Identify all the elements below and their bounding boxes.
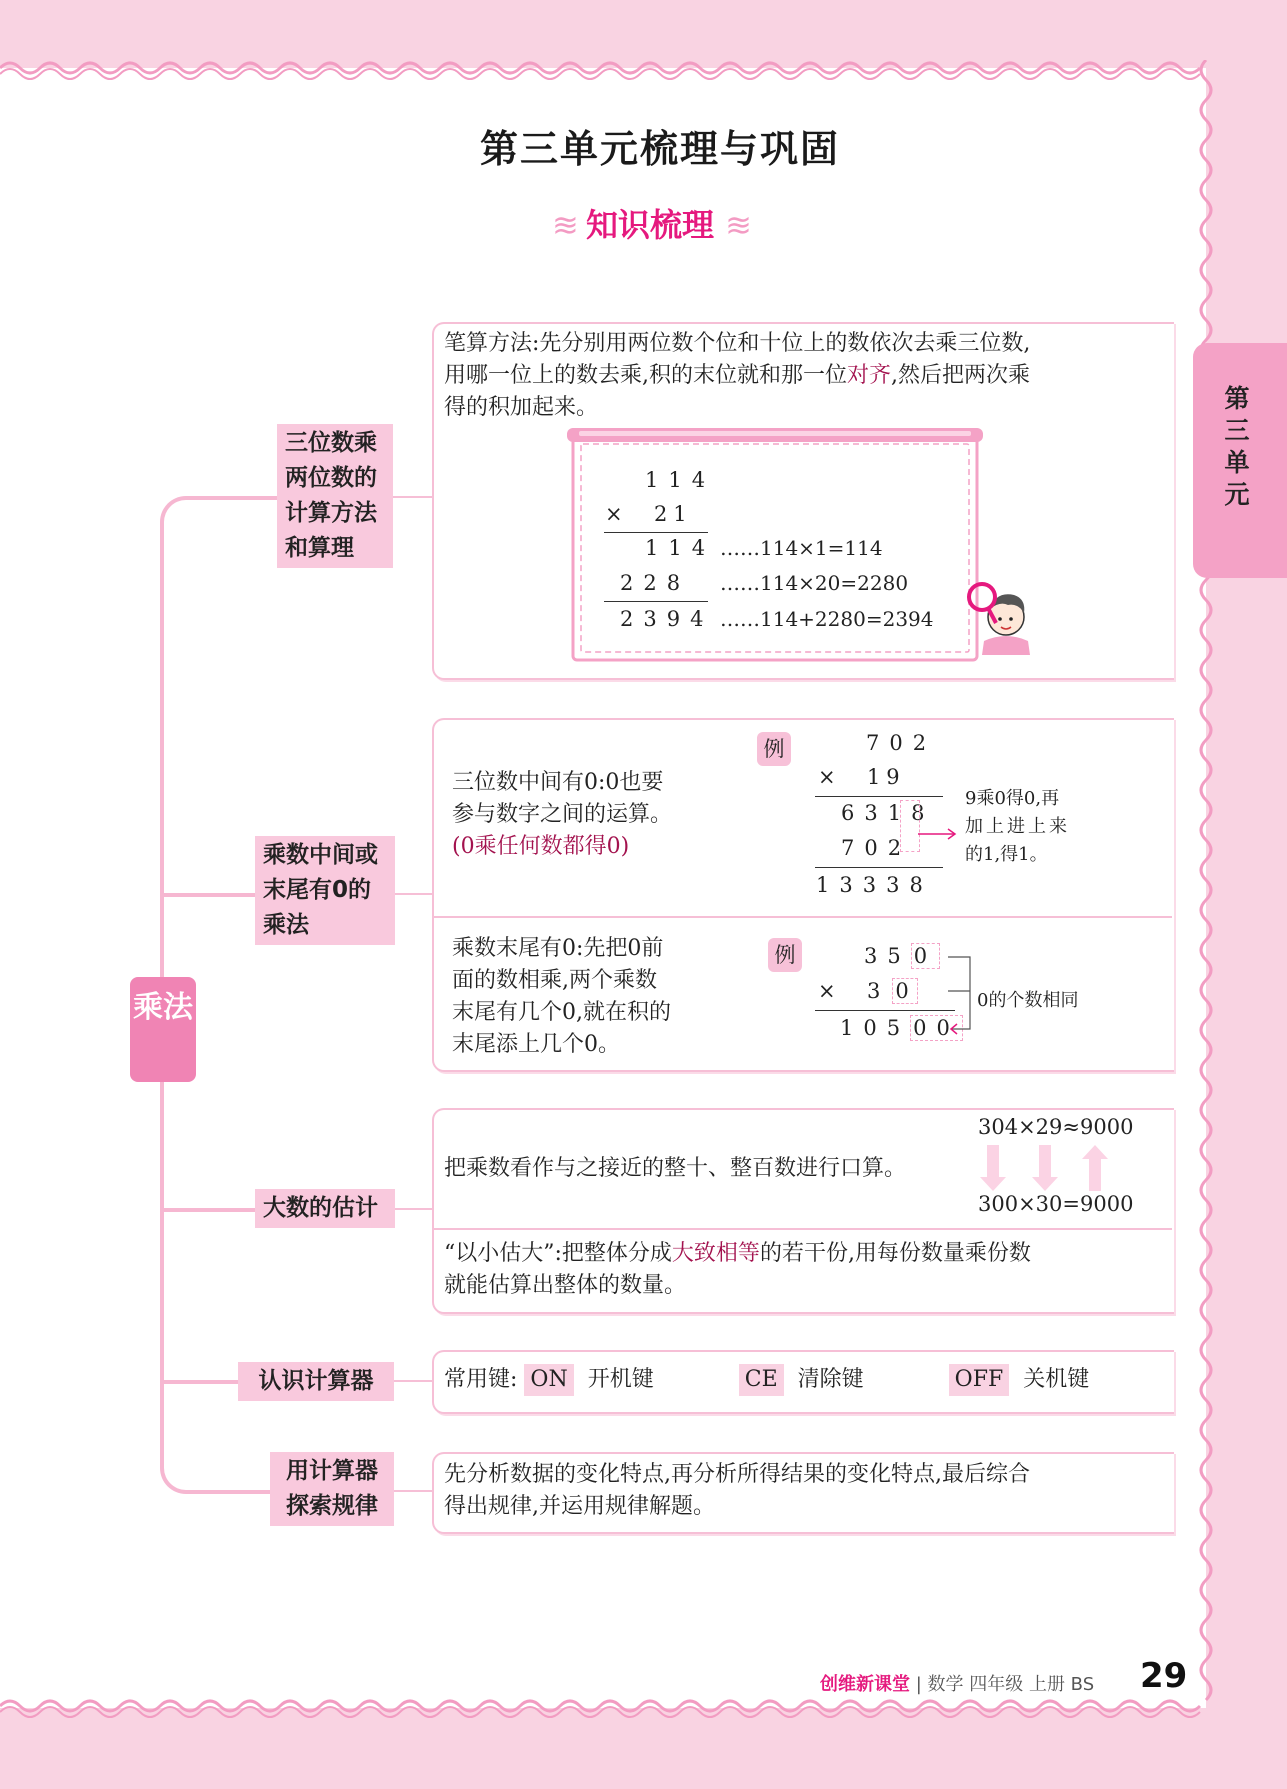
unit-side-tab	[1193, 343, 1287, 578]
mindmap-trunk-lower	[160, 1080, 284, 1494]
s3-estimate-bottom: 300×30=9000	[978, 1192, 1134, 1216]
s3-text-2	[444, 1238, 1031, 1270]
wavy-top-border	[0, 44, 1287, 84]
subtitle-wave-right: ≋	[725, 206, 748, 244]
s2-part2-line-3: 末尾有几个0,就在积的	[452, 1000, 671, 1025]
s2-part1-arrow	[918, 828, 958, 848]
subtitle-wave-left: ≋	[552, 206, 575, 244]
s5-text-1: 先分析数据的变化特点,再分析所得结果的变化特点,最后综合	[444, 1462, 1030, 1487]
s1-calc-rule-2	[604, 601, 708, 602]
s2-part2-row-1	[864, 944, 940, 968]
s3-text-2-highlight: 大致相等	[671, 1241, 760, 1266]
subtitle-text: 知识梳理	[585, 206, 714, 244]
s2-part1-example-tag: 例	[757, 732, 791, 766]
mindmap-branch-s3	[160, 1208, 260, 1212]
s2-part1-row-5: 13338	[816, 873, 933, 897]
mindmap-connector-s3	[392, 1208, 432, 1210]
key-on: ON	[524, 1364, 573, 1396]
footer-course: | 数学 四年级 上册 BS	[915, 1674, 1095, 1695]
s1-calc-row-2: × 21	[605, 502, 693, 526]
s2-part2-row-2	[818, 979, 918, 1003]
key-ce-desc: 清除键	[797, 1367, 864, 1392]
s2-part1-rule-2	[815, 867, 943, 868]
mindmap-connector-s2	[392, 893, 432, 895]
s1-note-3: ……114+2280=2394	[720, 607, 934, 631]
s2-part2-row-3-digits: 105	[840, 1016, 911, 1040]
mindmap-connector-s4	[392, 1380, 432, 1382]
cartoon-child-with-magnifier-icon	[960, 575, 1040, 655]
footer-info	[820, 1670, 1094, 1696]
page-number: 29	[1140, 1656, 1188, 1696]
s1-calc-row-4: 228	[620, 571, 691, 595]
label-know-calculator: 认识计算器	[238, 1362, 394, 1401]
s1-note-1: ……114×1=114	[720, 536, 883, 560]
s2-part1-row-4: 702	[841, 836, 912, 860]
s2-part1-row-3: 6318	[841, 801, 935, 825]
label-calculator-patterns: 用计算器探索规律	[270, 1452, 394, 1526]
s3-estimate-top: 304×29≈9000	[978, 1115, 1134, 1139]
s2-part2-bracket	[948, 955, 978, 1035]
s2-part2-note: 0的个数相同	[977, 990, 1079, 1011]
s1-text-line-1: 笔算方法:先分别用两位数个位和十位上的数依次去乘三位数,	[444, 331, 1031, 356]
s4-keys-line	[444, 1364, 1089, 1396]
s1-note-2: ……114×20=2280	[720, 571, 909, 595]
label-large-number-estimation: 大数的估计	[255, 1189, 395, 1228]
s3-text-2-post: 的若干份,用每份数量乘份数	[759, 1241, 1031, 1266]
s3-divider	[434, 1228, 1172, 1230]
label-three-digit-by-two-digit: 三位数乘两位数的计算方法和算理	[277, 424, 393, 568]
label-zero-in-multiplier: 乘数中间或末尾有0的乘法	[255, 836, 395, 945]
s1-calc-rule-1	[604, 532, 708, 533]
s2-part2-row-3	[840, 1016, 963, 1040]
s2-part1-line-3: (0乘任何数都得0)	[452, 834, 630, 859]
s2-part1-rule-1	[815, 796, 943, 797]
s1-calc-row-3: 114	[645, 536, 716, 560]
s2-part2-line-1: 乘数末尾有0:先把0前	[452, 936, 664, 961]
s2-part1-row-1: 702	[866, 731, 937, 755]
s2-part1-note-2: 加上进上来	[965, 816, 1070, 837]
s2-part2-row-2-zero: 0	[892, 978, 917, 1004]
key-off: OFF	[949, 1364, 1010, 1396]
footer-brand: 创维新课堂	[820, 1674, 910, 1695]
s2-part2-row-3-zeros: 00	[910, 1015, 963, 1041]
mindmap-connector-s1	[390, 496, 432, 498]
section-subtitle	[0, 200, 1287, 246]
s5-text-2: 得出规律,并运用规律解题。	[444, 1494, 715, 1519]
s1-calc-row-5: 2394	[620, 607, 714, 631]
s3-text-1: 把乘数看作与之接近的整十、整百数进行口算。	[444, 1156, 907, 1181]
s1-text-line-2-post: ,然后把两次乘	[891, 363, 1031, 388]
s1-text-line-2-highlight: 对齐	[847, 363, 892, 388]
s1-text-line-3: 得的积加起来。	[444, 395, 599, 420]
s2-part2-example-tag: 例	[768, 938, 802, 972]
s2-part2-rule	[815, 1010, 955, 1011]
s2-part1-note-1: 9乘0得0,再	[965, 788, 1060, 809]
key-off-desc: 关机键	[1023, 1367, 1090, 1392]
s2-part2-row-1-zero: 0	[911, 943, 940, 969]
page-title: 第三单元梳理与巩固	[479, 127, 840, 171]
s1-calc-row-1: 114	[645, 468, 716, 492]
unit-side-tab-label: 第三单元	[1224, 384, 1250, 509]
key-ce: CE	[739, 1364, 784, 1396]
s2-part2-row-1-digits: 35	[864, 944, 911, 968]
s3-text-2-pre: “以小估大”:把整体分成	[444, 1241, 672, 1266]
s4-prefix: 常用键:	[444, 1367, 518, 1392]
mindmap-branch-s2	[160, 893, 260, 897]
wavy-bottom-border	[0, 1692, 1287, 1732]
root-node-multiplication: 乘法	[130, 977, 196, 1082]
s2-part2-row-2-digits: × 3	[818, 979, 887, 1003]
s2-part2-line-2: 面的数相乘,两个乘数	[452, 968, 657, 993]
s2-part2-line-4: 末尾添上几个0。	[452, 1032, 620, 1057]
mindmap-branch-s4	[160, 1380, 240, 1384]
s2-part1-note-3: 的1,得1。	[965, 844, 1048, 865]
s3-text-3: 就能估算出整体的数量。	[444, 1273, 687, 1298]
s1-text-line-2-pre: 用哪一位上的数去乘,积的末位就和那一位	[444, 363, 847, 388]
s2-part1-row-2: × 19	[818, 765, 906, 789]
s3-estimate-arrows	[980, 1143, 1140, 1193]
mindmap-connector-s5	[392, 1490, 432, 1492]
s2-divider	[434, 916, 1172, 918]
s1-text-line-2	[444, 360, 1030, 392]
key-on-desc: 开机键	[587, 1367, 654, 1392]
s2-part1-line-2: 参与数字之间的运算。	[452, 802, 673, 827]
wavy-right-border	[1190, 60, 1230, 1740]
s2-part1-line-1: 三位数中间有0:0也要	[452, 770, 664, 795]
